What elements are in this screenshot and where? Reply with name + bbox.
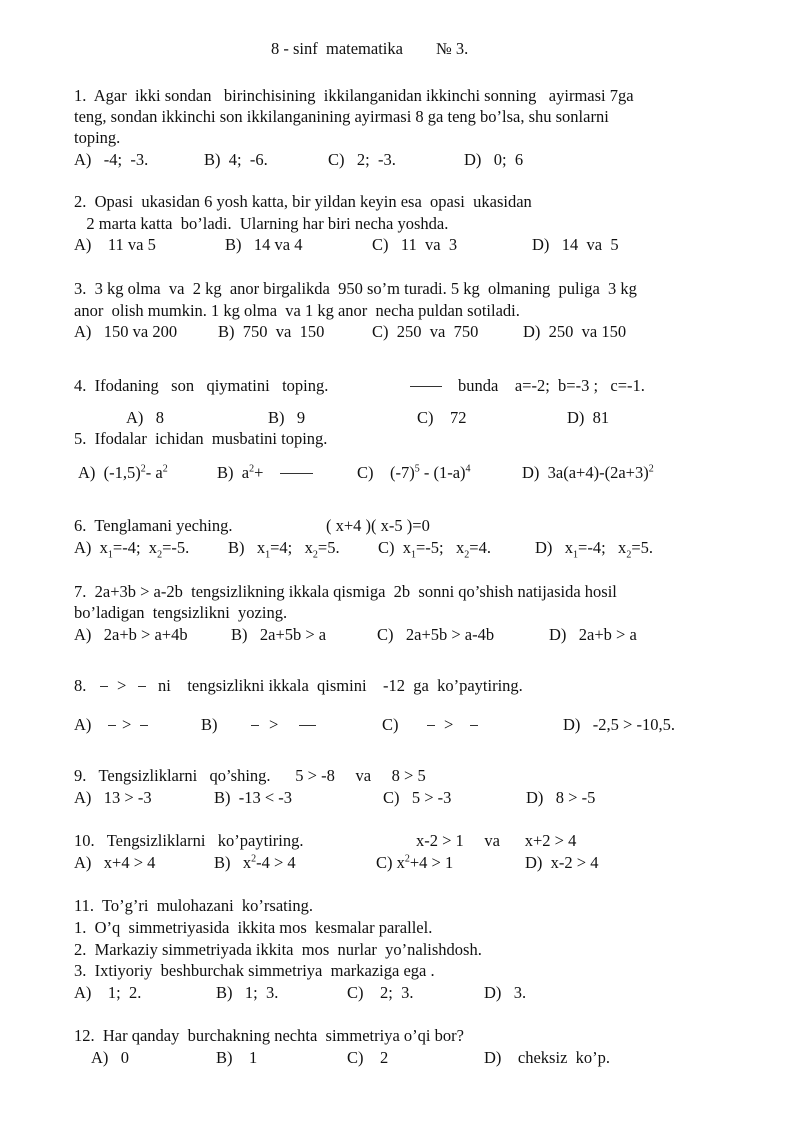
question-10-option-b: B) $x^2-4 > 4$: [214, 853, 296, 872]
question-4-option-c: C) 72: [417, 408, 467, 427]
question-1-text-line-3: toping.: [74, 128, 121, 147]
question-10-option-a: A) x+4 > 4: [74, 853, 156, 872]
fraction-bar: [427, 725, 435, 726]
fraction-bar: [299, 725, 316, 726]
question-8-option-c-relation: >: [444, 715, 454, 734]
question-3-text-line-1: 3. 3 kg olma va 2 kg anor birgalikda 950 so’m turadi. 5 kg olmaning puliga 3 kg: [74, 279, 637, 298]
question-9-option-a: A) 13 > -3: [74, 788, 152, 807]
question-9-option-b: B) -13 < -3: [214, 788, 293, 807]
question-11-option-c: C) 2; 3.: [347, 983, 414, 1002]
question-11-statement-1: 1. O’q simmetriyasida ikkita mos kesmalar parallel.: [74, 918, 433, 937]
question-6-option-d: D) $x_1=-4$; $x_2=5$.: [535, 538, 653, 561]
question-5-option-b: B) $a^2+$: [217, 463, 264, 482]
fraction-bar: [280, 473, 313, 474]
question-7-option-b: B) 2a+5b > a: [231, 625, 327, 644]
question-7-option-a: A) 2a+b > a+4b: [74, 625, 188, 644]
question-3-option-c: C) 250 va 750: [372, 322, 479, 341]
question-8-option-b-relation: >: [269, 715, 279, 734]
question-11-option-a: A) 1; 2.: [74, 983, 142, 1002]
question-2-option-a: A) 11 va 5: [74, 235, 156, 254]
question-5-option-d: D) $3a(a+4)-(2a+3)^2$: [522, 463, 654, 482]
question-10-inequalities: x-2 > 1 va x+2 > 4: [416, 831, 577, 850]
question-9-option-d: D) 8 > -5: [526, 788, 596, 807]
question-7-option-d: D) 2a+b > a: [549, 625, 637, 644]
question-2-option-c: C) 11 va 3: [372, 235, 458, 254]
question-3-text-line-2: anor olish mumkin. 1 kg olma va 1 kg anor necha puldan sotiladi.: [74, 301, 520, 320]
question-3-option-b: B) 750 va 150: [218, 322, 325, 341]
question-9-text: 9. Tengsizliklarni qo’shing. 5 > -8 va 8 > 5: [74, 766, 426, 785]
question-8-option-a-label: A): [74, 715, 92, 734]
fraction-bar: [470, 725, 478, 726]
question-7-text-line-1: 7. 2a+3b > a-2b tengsizlikning ikkala qismiga 2b sonni qo’shish natijasida hosil: [74, 582, 617, 601]
fraction-bar: [410, 386, 442, 387]
question-4-option-d: D) 81: [567, 408, 610, 427]
question-8-option-b-label: B): [201, 715, 218, 734]
question-7-option-c: C) 2a+5b > a-4b: [377, 625, 495, 644]
page-title: 8 - sinf matematika № 3.: [271, 39, 469, 58]
question-1-text-line-1: 1. Agar ikki sondan birinchisining ikkilanganidan ikkinchi sonning ayirmasi 7ga: [74, 86, 634, 105]
question-10-option-c: C) $x^2+4 > 1$: [376, 853, 454, 872]
question-12-option-b: B) 1: [216, 1048, 258, 1067]
question-11-statement-3: 3. Ixtiyoriy beshburchak simmetriya markaziga ega .: [74, 961, 435, 980]
question-6-option-b: B) $x_1=4$; $x_2=5$.: [228, 538, 340, 561]
question-2-text-line-2: 2 marta katta bo’ladi. Ularning har biri necha yoshda.: [74, 214, 449, 233]
question-8-option-c-label: C): [382, 715, 399, 734]
question-11-statement-2: 2. Markaziy simmetriyada ikkita mos nurlar yo’nalishdosh.: [74, 940, 482, 959]
fraction-bar: [251, 725, 259, 726]
fraction-bar: [108, 725, 116, 726]
question-12-option-a: A) 0: [91, 1048, 130, 1067]
question-6-option-a: A) $x_1=-4$; $x_2=-5$.: [74, 538, 190, 561]
question-11-text: 11. To’g’ri mulohazani ko’rsating.: [74, 896, 313, 915]
question-8-option-d: D) -2,5 > -10,5.: [563, 715, 675, 734]
fraction-bar: [100, 686, 108, 687]
question-1-option-b: B) 4; -6.: [204, 150, 268, 169]
question-10-text: 10. Tengsizliklarni ko’paytiring.: [74, 831, 304, 850]
question-1-option-c: C) 2; -3.: [328, 150, 396, 169]
question-1-option-a: A) -4; -3.: [74, 150, 149, 169]
question-2-option-d: D) 14 va 5: [532, 235, 619, 254]
question-9-option-c: C) 5 > -3: [383, 788, 452, 807]
fraction-bar: [138, 686, 146, 687]
question-2-option-b: B) 14 va 4: [225, 235, 303, 254]
question-2-text-line-1: 2. Opasi ukasidan 6 yosh katta, bir yildan keyin esa opasi ukasidan: [74, 192, 532, 211]
question-7-text-line-2: bo’ladigan tengsizlikni yozing.: [74, 603, 288, 622]
question-1-text-line-2: teng, sondan ikkinchi son ikkilanganining ayirmasi 8 ga teng bo’lsa, shu sonlarni: [74, 107, 609, 126]
question-10-option-d: D) x-2 > 4: [525, 853, 599, 872]
question-4-condition: bunda a=-2; b=-3 ; c=-1.: [458, 376, 645, 395]
question-5-option-a: A) $(-1,5)^2-$ $a^2$: [78, 463, 168, 482]
question-4-text: 4. Ifodaning son qiymatini toping.: [74, 376, 329, 395]
fraction-bar: [140, 725, 148, 726]
question-6-text: 6. Tenglamani yeching.: [74, 516, 233, 535]
question-12-text: 12. Har qanday burchakning nechta simmetriya o’qi bor?: [74, 1026, 464, 1045]
question-3-option-a: A) 150 va 200: [74, 322, 178, 341]
question-8-text: ni tengsizlikni ikkala qismini -12 ga ko’paytiring.: [158, 676, 523, 695]
question-5-option-c: C) $(-7)^5 - (1-a)^4$: [357, 463, 471, 482]
question-12-option-c: C) 2: [347, 1048, 389, 1067]
question-6-option-c: C) $x_1=-5$; $x_2=4$.: [378, 538, 491, 561]
question-3-option-d: D) 250 va 150: [523, 322, 627, 341]
question-8-number: 8.: [74, 676, 87, 695]
question-4-option-a: A) 8: [126, 408, 165, 427]
question-4-option-b: B) 9: [268, 408, 306, 427]
question-11-option-b: B) 1; 3.: [216, 983, 279, 1002]
question-8-option-a-relation: >: [122, 715, 132, 734]
question-8-relation: >: [117, 676, 127, 695]
question-5-text: 5. Ifodalar ichidan musbatini toping.: [74, 429, 328, 448]
question-11-option-d: D) 3.: [484, 983, 527, 1002]
question-1-option-d: D) 0; 6: [464, 150, 524, 169]
question-6-equation: ( x+4 )( x-5 )=0: [326, 516, 430, 535]
question-12-option-d: D) cheksiz ko’p.: [484, 1048, 611, 1067]
